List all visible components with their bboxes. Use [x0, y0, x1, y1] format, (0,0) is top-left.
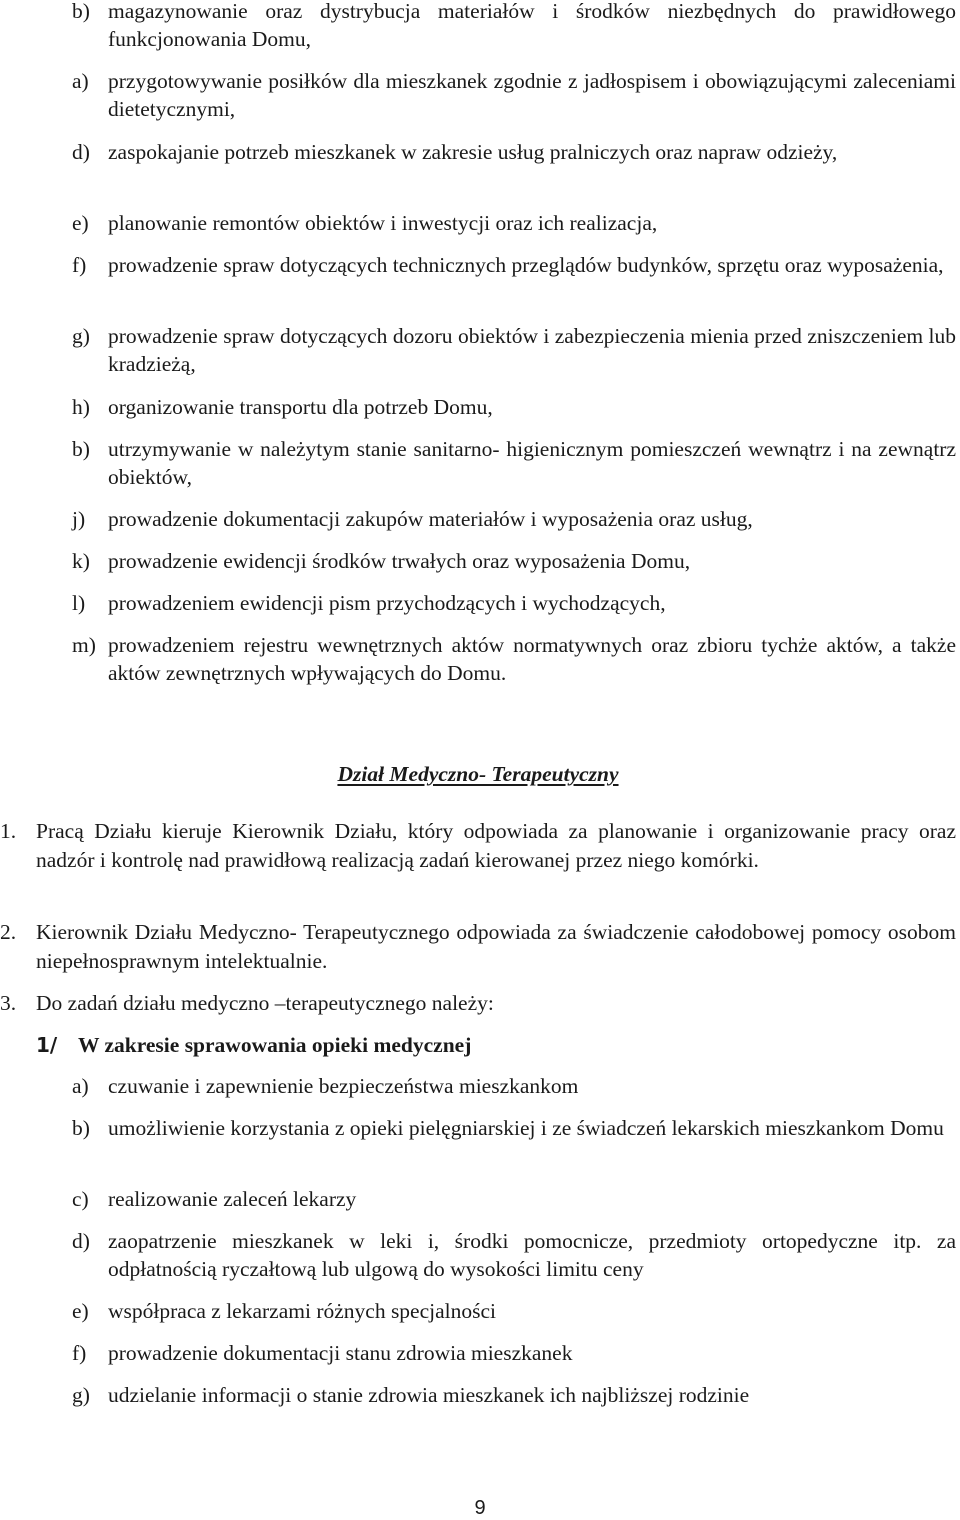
list-item-text: prowadzenie ewidencji środków trwałych oraz wyposażenia Domu, [108, 549, 691, 573]
list-item-label: f) [72, 1341, 87, 1365]
list-item-label: b) [72, 1116, 90, 1140]
paragraph-text: Pracą Działu kieruje Kierownik Działu, który odpowiada za planowanie i organizowanie pracy oraz nadzór i kontrolę nad prawidłową realizacją zadań kierowanej przez niego komórki. [36, 819, 956, 872]
list-item [72, 547, 956, 575]
numbered-paragraph [0, 817, 956, 875]
numbered-paragraph [0, 918, 956, 976]
page-number: 9 [474, 1497, 486, 1519]
list-item [72, 1114, 956, 1142]
list-item [72, 393, 956, 421]
list-item [72, 1381, 956, 1409]
list-item [72, 138, 956, 166]
list-item [72, 505, 956, 533]
list-item-text: utrzymywanie w należytym stanie sanitarno- higienicznym pomieszczeń wewnątrz i na zewnątrz obiektów, [108, 437, 956, 489]
list-item [72, 1227, 956, 1283]
list-item-label: d) [72, 1229, 90, 1253]
numbered-paragraph [0, 989, 956, 1018]
list-item [72, 67, 956, 123]
list-item [72, 209, 956, 237]
paragraph-number: 1. [0, 819, 17, 843]
list-item [72, 589, 956, 617]
list-item-label: g) [72, 1383, 90, 1407]
list-item-text: prowadzeniem rejestru wewnętrznych aktów normatywnych oraz zbioru tychże aktów, a także aktów zewnętrznych wpływających do Domu. [108, 633, 956, 685]
list-item [72, 251, 956, 279]
list-item-label: e) [72, 1299, 89, 1323]
list-item [72, 0, 956, 53]
subsection-title: W zakresie sprawowania opieki medycznej [78, 1033, 472, 1057]
list-item-label: e) [72, 211, 89, 235]
list-item-text: zaopatrzenie mieszkanek w leki i, środki pomocnicze, przedmioty ortopedyczne itp. za odpłatnością ryczałtową lub ulgową do wysokości limitu ceny [108, 1229, 956, 1281]
list-item-text: współpraca z lekarzami różnych specjalności [108, 1299, 497, 1323]
list-item-label: m) [72, 633, 96, 657]
list-item-label: b) [72, 437, 90, 461]
list-item-label: g) [72, 324, 90, 348]
list-item-label: f) [72, 253, 87, 277]
list-item-text: realizowanie zaleceń lekarzy [108, 1187, 357, 1211]
subsection-number: 1/ [36, 1033, 58, 1057]
list-item-label: k) [72, 549, 90, 573]
list-item-text: prowadzenie spraw dotyczących technicznych przeglądów budynków, sprzętu oraz wyposażenia, [108, 253, 944, 277]
list-item-text: prowadzenie dokumentacji zakupów materiałów i wyposażenia oraz usług, [108, 507, 753, 531]
paragraph-text: Do zadań działu medyczno –terapeutycznego należy: [36, 991, 494, 1015]
list-item-text: zaspokajanie potrzeb mieszkanek w zakresie usług pralniczych oraz napraw odzieży, [108, 140, 838, 164]
list-item-label: b) [72, 0, 90, 23]
list-item-text: organizowanie transportu dla potrzeb Domu, [108, 395, 493, 419]
list-item-text: prowadzenie dokumentacji stanu zdrowia mieszkanek [108, 1341, 573, 1365]
subsection-heading [36, 1031, 471, 1059]
list-item [72, 322, 956, 378]
list-item-text: planowanie remontów obiektów i inwestycji oraz ich realizacja, [108, 211, 658, 235]
paragraph-text: Kierownik Działu Medyczno- Terapeutycznego odpowiada za świadczenie całodobowej pomocy osobom niepełnosprawnym intelektualnie. [36, 920, 956, 973]
list-item-label: h) [72, 395, 90, 419]
list-item-text: magazynowanie oraz dystrybucja materiałów i środków niezbędnych do prawidłowego funkcjonowania Domu, [108, 0, 956, 51]
section-heading: Dział Medyczno- Terapeutyczny [337, 762, 619, 786]
list-item [72, 1072, 956, 1100]
list-item-label: d) [72, 140, 90, 164]
list-item-text: prowadzeniem ewidencji pism przychodzących i wychodzących, [108, 591, 666, 615]
paragraph-number: 3. [0, 991, 17, 1015]
list-item-text: udzielanie informacji o stanie zdrowia mieszkanek ich najbliższej rodzinie [108, 1383, 750, 1407]
list-item-label: a) [72, 1074, 89, 1098]
paragraph-number: 2. [0, 920, 17, 944]
list-item [72, 1297, 956, 1325]
list-item [72, 1339, 956, 1367]
list-item-label: j) [72, 507, 86, 531]
list-item-label: a) [72, 69, 89, 93]
list-item [72, 1185, 956, 1213]
list-item-text: przygotowywanie posiłków dla mieszkanek zgodnie z jadłospisem i obowiązującymi zaleceniami dietetycznymi, [108, 69, 956, 121]
list-item-text: czuwanie i zapewnienie bezpieczeństwa mieszkankom [108, 1074, 579, 1098]
list-item-text: prowadzenie spraw dotyczących dozoru obiektów i zabezpieczenia mienia przed zniszczeniem lub kradzieżą, [108, 324, 956, 376]
list-item-label: l) [72, 591, 86, 615]
list-item-label: c) [72, 1187, 89, 1211]
list-item-text: umożliwienie korzystania z opieki pielęgniarskiej i ze świadczeń lekarskich mieszkankom Domu [108, 1116, 944, 1140]
list-item [72, 631, 956, 687]
list-item [72, 435, 956, 491]
